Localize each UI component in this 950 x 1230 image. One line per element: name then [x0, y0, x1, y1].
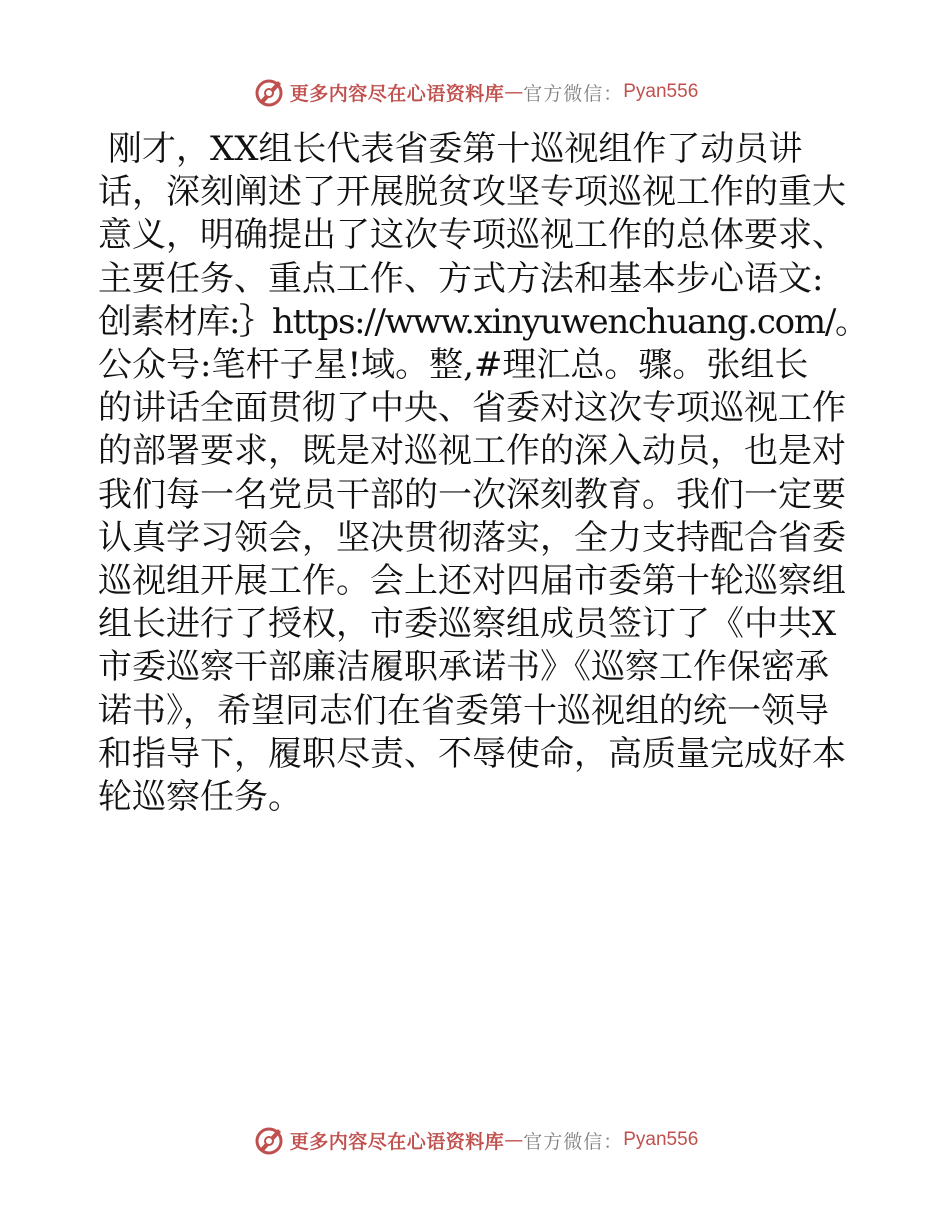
banner-separator: —: [504, 81, 524, 103]
paragraph-line: 创素材库:｝https://www.xinyuwenchuang.com/。: [98, 301, 868, 342]
footer-watermark: [0, 1120, 950, 1160]
banner-wechat-id: Pyan556: [623, 1129, 699, 1150]
banner-wechat-id: Pyan556: [623, 81, 699, 102]
paragraph-line: 公众号:笔杆子星!域。整,#理汇总。骤。张组长: [98, 345, 809, 386]
paragraph-line: 巡视组开展工作。会上还对四届市委第十轮巡察组: [98, 561, 846, 602]
paragraph-line: 诺书》，希望同志们在省委第十巡视组的统一领导: [98, 690, 829, 731]
quill-circle-icon: [252, 75, 286, 109]
paragraph-line: 刚才，XX组长代表省委第十巡视组作了动员讲: [108, 129, 803, 169]
banner-label: 官方微信：: [523, 1130, 624, 1153]
banner-label: 官方微信：: [523, 82, 624, 105]
quill-circle-icon: [252, 1123, 286, 1157]
paragraph-line: 的部署要求，既是对巡视工作的深入动员，也是对: [98, 431, 846, 472]
paragraph-line: 轮巡察任务。: [98, 777, 302, 818]
paragraph-line: 组长进行了授权，市委巡察组成员签订了《中共X: [98, 604, 837, 645]
paragraph-line: 市委巡察干部廉洁履职承诺书》《巡察工作保密承: [98, 647, 829, 688]
paragraph-line: 的讲话全面贯彻了中央、省委对这次专项巡视工作: [98, 388, 846, 429]
banner-main-text: 更多内容尽在心语资料库: [289, 82, 505, 105]
paragraph-line: 我们每一名党员干部的一次深刻教育。我们一定要: [98, 474, 846, 515]
banner-separator: —: [504, 1129, 524, 1151]
paragraph-line: 意义，明确提出了这次专项巡视工作的总体要求、: [98, 215, 846, 256]
paragraph-line: 话，深刻阐述了开展脱贫攻坚专项巡视工作的重大: [98, 172, 846, 213]
banner-main-text: 更多内容尽在心语资料库: [289, 1130, 505, 1153]
paragraph-line: 认真学习领会，坚决贯彻落实，全力支持配合省委: [98, 517, 846, 558]
paragraph-line: 主要任务、重点工作、方式方法和基本步心语文:: [98, 258, 824, 299]
paragraph-line: 和指导下，履职尽责、不辱使命，高质量完成好本: [98, 733, 846, 774]
body-paragraph: [98, 128, 868, 819]
header-watermark: [0, 72, 950, 112]
